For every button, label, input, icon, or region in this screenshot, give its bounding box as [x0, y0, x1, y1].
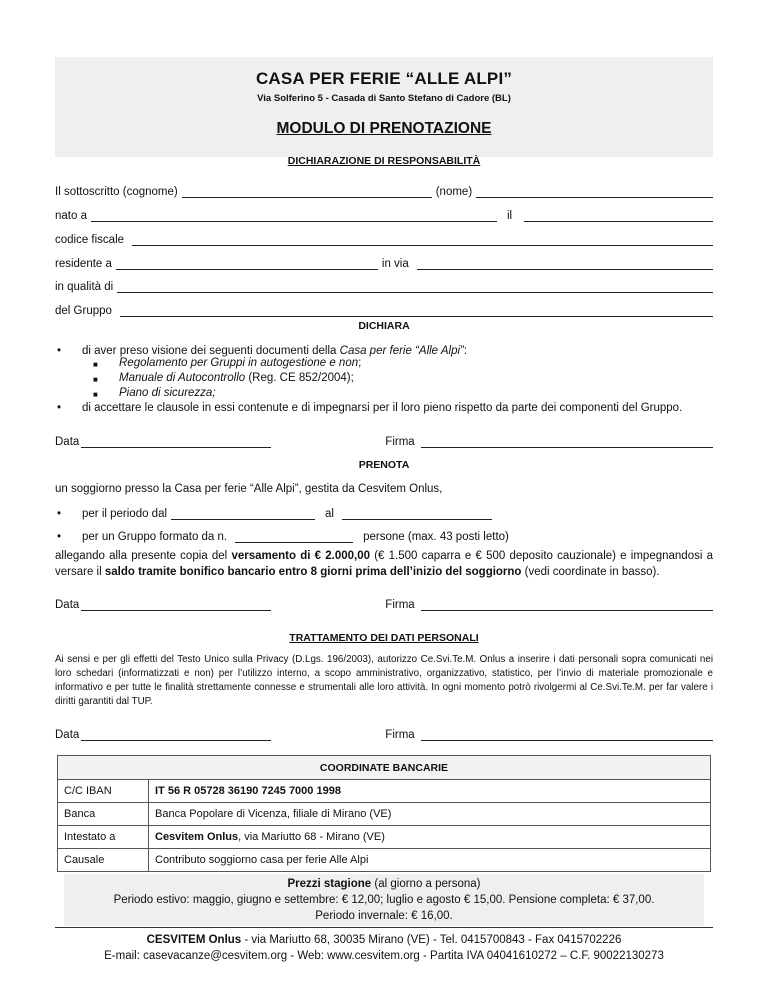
prices-box	[64, 874, 704, 926]
winter-prices: Periodo invernale: € 16,00.	[315, 910, 453, 922]
list-item: • di aver preso visione dei seguenti documenti della Casa per ferie “Alle Alpi”:	[57, 345, 468, 357]
privacy-text: Ai sensi e per gli effetti del Testo Unico sulla Privacy (D.Lgs. 196/2003), autorizzo Ce.Svi.Te.M. Onlus a inserire i dati personali sopra comunicati nei loro schedari (informatizzati e non) per l’utilizzo interno, a scopo amministrativo, organizzativo, statistico, per l’invio di materiale promozionale e informativo e per tutte le finalità strettamente connesse e strumentali alle loro attività. In ogni momento potrò rivolgermi al Ce.Svi.Te.M. per far valere i diritti garantiti dal TUP.	[55, 654, 713, 707]
footer	[55, 927, 713, 964]
item1-text: di aver preso visione dei seguenti documenti della	[82, 345, 340, 357]
page-title: CASA PER FERIE “ALLE ALPI”	[255, 69, 513, 88]
tax-code-field[interactable]	[132, 235, 713, 246]
birthdate-label: il	[506, 210, 513, 222]
payment-text-1: allegando alla presente copia del	[55, 550, 232, 562]
prices-subtitle: (al giorno a persona)	[371, 878, 481, 890]
signature-field[interactable]	[421, 437, 713, 448]
prenota-heading: PRENOTA	[358, 459, 410, 471]
birthplace-label: nato a	[55, 210, 87, 222]
holder-address: , via Mariutto 68 - Mirano (VE)	[238, 831, 385, 843]
period-to-label: al	[325, 508, 334, 520]
balance-terms: saldo tramite bonifico bancario entro 8 giorni prima dell’inizio del soggiorno	[104, 566, 522, 578]
list-item: ■ Regolamento per Gruppi in autogestione e non;	[93, 357, 362, 369]
group-field[interactable]	[120, 306, 713, 317]
item1-colon: :	[463, 345, 468, 357]
bank-heading: COORDINATE BANCARIE	[57, 755, 711, 779]
period-from-label: per il periodo dal	[82, 508, 168, 520]
reason-label: Causale	[58, 849, 149, 872]
holder-value	[149, 826, 711, 849]
form-header	[55, 57, 713, 157]
doc-rules-sep: ;	[358, 357, 362, 369]
street-field[interactable]	[417, 259, 713, 270]
date-label: Data	[55, 729, 80, 741]
group-size-field[interactable]	[235, 532, 353, 543]
date-label: Data	[55, 599, 80, 611]
residence-field[interactable]	[116, 259, 378, 270]
date-field[interactable]	[81, 437, 271, 448]
list-item: ■ Manuale di Autocontrollo (Reg. CE 852/2004);	[93, 372, 354, 384]
date-label: Data	[55, 436, 80, 448]
sign-label: Firma	[385, 599, 415, 611]
name-label: (nome)	[435, 186, 473, 198]
footer-org: CESVITEM Onlus	[146, 934, 242, 946]
bank-label: Banca	[58, 803, 149, 826]
payment-paragraph	[55, 548, 713, 580]
residence-label: residente a	[55, 258, 112, 270]
persons-label: persone (max. 43 posti letto)	[363, 531, 509, 543]
date-field[interactable]	[81, 730, 271, 741]
birthplace-field[interactable]	[91, 211, 497, 222]
payment-text-2: (€ 1.500 caparra e € 500 deposito cauzionale) e impegnandosi a versare il	[55, 550, 713, 578]
doc-manual: Manuale di Autocontrollo	[119, 372, 246, 384]
privacy-heading: TRATTAMENTO DEI DATI PERSONALI	[289, 632, 479, 644]
list-item: ■ Piano di sicurezza;	[93, 387, 713, 402]
surname-field[interactable]	[182, 187, 432, 198]
footer-contacts: - via Mariutto 68, 30035 Mirano (VE) - Tel. 0415700843 - Fax 0415702226	[241, 934, 622, 946]
tax-code-label: codice fiscale	[55, 234, 125, 246]
table-row	[58, 803, 711, 826]
list-item: • di accettare le clausole in essi contenute e di impegnarsi per il loro pieno rispetto da parte dei componenti del Gruppo.	[57, 402, 683, 414]
period-from-field[interactable]	[171, 509, 315, 520]
street-label: in via	[381, 258, 409, 270]
doc-rules: Regolamento per Gruppi in autogestione e non	[119, 357, 359, 369]
iban-label: C/C IBAN	[58, 780, 149, 803]
item1-emphasis: Casa per ferie “Alle Alpi”	[339, 345, 464, 357]
table-row	[58, 780, 711, 803]
role-field[interactable]	[117, 282, 713, 293]
dichiara-heading: DICHIARA	[358, 320, 410, 332]
booking-form-page: CASA PER FERIE “ALLE ALPI” Via Solferino 5 - Casada di Santo Stefano di Cadore (BL) MODULO DI PRENOTAZIONE DICHIARAZIONE DI RESPONSABILITÀ Il sottoscritto (cognome) (nome) nato a il codice fiscale residente a in via in qualità di del Gruppo DICHIARA • di aver preso visione dei seguenti documenti della Casa per ferie “Alle Alpi”: ■ Regolamento per Gruppi in autogestione e non; ■ Manuale di Autocontrollo (Reg. CE 852/2004); ■ Piano di sicurezza; • di accettare le clausole in essi contenute e di impegnarsi per il loro pieno rispetto da parte dei componenti del Gruppo. Data Firma PRENOTA un soggiorno presso la Casa per ferie “Alle Alpi”, gestita da Cesvitem Onlus, • per il periodo dal al • per un Gruppo formato da n. persone (max. 43 posti letto) allegando alla presente copia del versamento di € 2.000,00 (€ 1.500 caparra e € 500 deposito cauzionale) e impegnandosi a versare il saldo tramite bonifico bancario entro 8 giorni prima dell’inizio del soggiorno (vedi coordinate in basso). Data Firma TRATTAMENTO DEI DATI PERSONALI Ai sensi e per gli effetti del Testo Unico sulla Privacy (D.Lgs. 196/2003), autorizzo Ce.Svi.Te.M. Onlus a inserire i dati personali sopra comunicati nei loro schedari (informatizzati e non) per l’utilizzo interno, a scopo amministrativo, organizzativo, statistico, per l’invio di materiale promozionale e informativo e per tutte le finalità strettamente connesse e strumentali alle loro attività. In ogni momento potrò rivolgermi al Ce.Svi.Te.M. per far valere i diritti garantiti dal TUP. Data Firma COORDINATE BANCARIE C/C IBAN IT 56 R 05728 36190 7245 7000 1998 Banca Banca Popolare di Vicenza, filiale di Mirano (VE) Intestato a Cesvitem Onlus, via Mariutto 68 - Mirano (VE) Causale Contributo soggiorno casa per ferie Alle Alpi Prezzi stagione (al giorno a persona) Periodo estivo: maggio, giugno e settembre: € 12,00; luglio e agosto € 15,00. Pensione completa: € 37,00. Periodo invernale: € 16,00. CESVITEM Onlus - via Mariutto 68, 30035 Mirano (VE) - Tel. 0415700843 - Fax 0415702226 E-mail: casevacanze@cesvitem.org - Web: www.cesvitem.org - Partita IVA 04041610272 – C.F. 90022130273	[55, 57, 713, 157]
bank-table	[57, 779, 711, 872]
declaration-heading: DICHIARAZIONE DI RESPONSABILITÀ	[287, 155, 481, 167]
summer-prices: Periodo estivo: maggio, giugno e settembre: € 12,00; luglio e agosto € 15,00. Pensione completa: € 37,00.	[113, 894, 655, 906]
footer-web: E-mail: casevacanze@cesvitem.org - Web: www.cesvitem.org - Partita IVA 04041610272 – C.F. 90022130273	[104, 950, 664, 962]
holder-label: Intestato a	[58, 826, 149, 849]
prices-title: Prezzi stagione	[287, 878, 372, 890]
item2-text: di accettare le clausole in essi contenute e di impegnarsi per il loro pieno rispetto da parte dei componenti del Gruppo.	[82, 402, 683, 414]
payment-text-3: (vedi coordinate in basso).	[521, 566, 660, 578]
group-label: del Gruppo	[55, 305, 112, 317]
reason-value: Contributo soggiorno casa per ferie Alle Alpi	[149, 849, 711, 872]
holder-name: Cesvitem Onlus	[155, 831, 239, 843]
signature-field[interactable]	[421, 600, 713, 611]
signature-field[interactable]	[421, 730, 713, 741]
form-title: MODULO DI PRENOTAZIONE	[276, 120, 492, 137]
birthdate-field[interactable]	[524, 211, 713, 222]
doc-manual-ref: (Reg. CE 852/2004);	[245, 372, 354, 384]
name-field[interactable]	[476, 187, 713, 198]
sign-label: Firma	[385, 729, 415, 741]
deposit-amount: versamento di € 2.000,00	[231, 550, 371, 562]
table-row	[58, 849, 711, 872]
table-row	[58, 826, 711, 849]
bank-value: Banca Popolare di Vicenza, filiale di Mirano (VE)	[149, 803, 711, 826]
group-size-label: per un Gruppo formato da n.	[82, 531, 228, 543]
date-field[interactable]	[81, 600, 271, 611]
address: Via Solferino 5 - Casada di Santo Stefano di Cadore (BL)	[257, 93, 511, 104]
period-to-field[interactable]	[342, 509, 492, 520]
iban-value: IT 56 R 05728 36190 7245 7000 1998	[149, 780, 711, 803]
surname-label: Il sottoscritto (cognome)	[55, 186, 178, 198]
doc-safety: Piano di sicurezza;	[119, 387, 216, 399]
sign-label: Firma	[385, 436, 415, 448]
role-label: in qualità di	[55, 281, 114, 293]
prenota-intro: un soggiorno presso la Casa per ferie “Alle Alpi”, gestita da Cesvitem Onlus,	[55, 483, 443, 495]
